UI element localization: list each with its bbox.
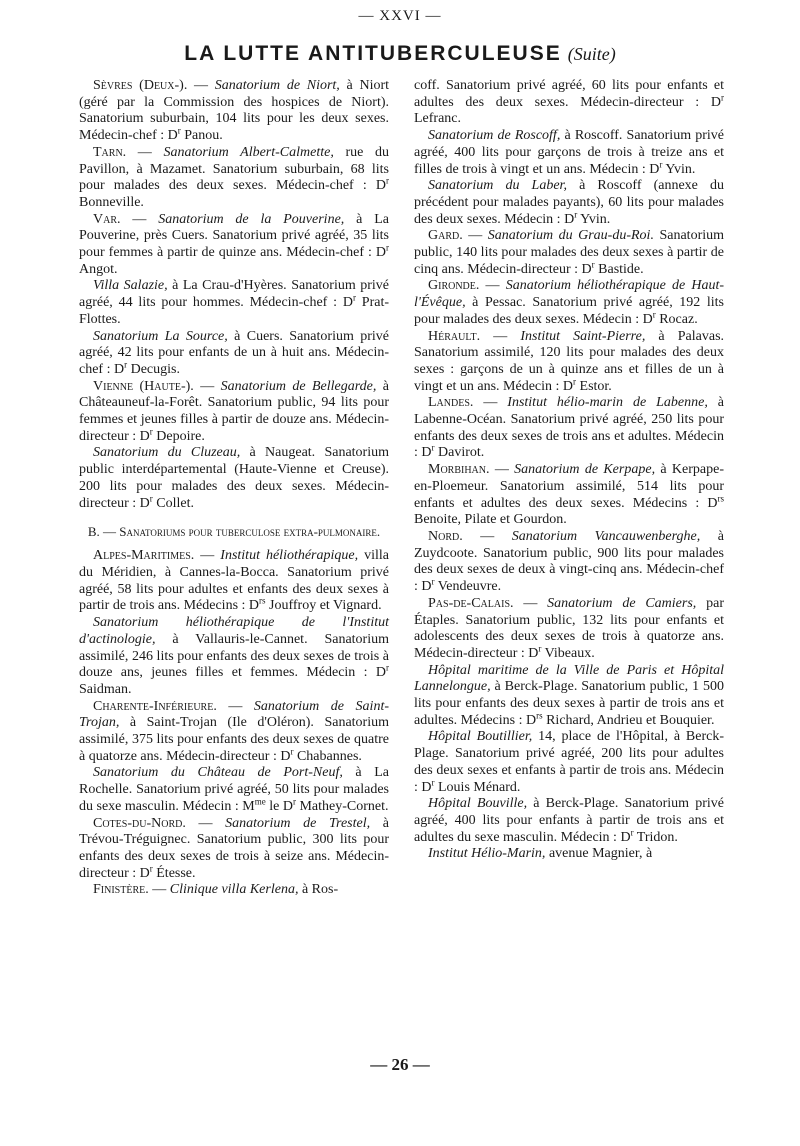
sanatorium-entry xyxy=(414,329,724,396)
entry-text: Collet. xyxy=(152,495,194,511)
entry-text: à Trévou-Tréguignec. Sanatorium public, 300 lits pour enfants des deux sexes de trois à seize ans. Médecin-directeur : D xyxy=(79,815,389,881)
title-superscript: me xyxy=(254,796,266,807)
entry-text: — xyxy=(473,395,508,411)
title-suffix: (Suite) xyxy=(567,44,616,64)
entry-text: — xyxy=(120,211,159,227)
entry-text: Yvin. xyxy=(577,211,611,227)
title-main: LA LUTTE ANTITUBERCULEUSE xyxy=(184,42,562,65)
sanatorium-entry xyxy=(79,379,389,446)
institution-name: Clinique villa Kerlena, xyxy=(169,882,299,898)
title-superscript: r xyxy=(149,426,153,437)
title-superscript: r xyxy=(538,643,542,654)
institution-name: Sanatorium de Bellegarde, xyxy=(220,378,377,394)
institution-name: Sanatorium du Château de Port-Neuf, xyxy=(93,765,343,781)
sanatorium-entry xyxy=(79,78,389,145)
title-superscript: r xyxy=(574,208,578,219)
sanatorium-entry xyxy=(414,663,724,730)
section-heading: B. — Sanatoriums pour tuberculose extra-pulmonaire. xyxy=(87,524,381,540)
sanatorium-entry xyxy=(79,615,389,699)
sanatorium-entry xyxy=(414,729,724,796)
entry-text: — xyxy=(462,228,488,244)
department-name: Gard. xyxy=(428,228,463,244)
entry-text: Rocaz. xyxy=(655,311,698,327)
institution-name: Institut héliothérapique, xyxy=(220,548,359,564)
title-superscript: r xyxy=(386,175,389,186)
entry-text: Decugis. xyxy=(127,361,180,377)
entry-text: — xyxy=(480,328,521,344)
entry-text: Benoite, Pilate et Gourdon. xyxy=(414,512,567,528)
title-superscript: r xyxy=(124,359,128,370)
title-superscript: rs xyxy=(259,595,266,606)
department-name: Sèvres (Deux-). xyxy=(93,78,188,93)
institution-name: Sanatorium du Cluzeau, xyxy=(93,445,241,461)
entry-text: à Roscoff (annexe du précédent pour malades payants), 60 lits pour malades des deux sexes. Médecin : D xyxy=(414,178,725,227)
entry-text: Saidman. xyxy=(79,681,132,697)
entry-text: à Ros- xyxy=(298,882,339,898)
entry-text: — xyxy=(513,595,548,611)
entry-text: à Zuydcoote. Sanatorium public, 900 lits pour malades des deux sexes de deux à vingt-cinq ans. Médecin-chef : D xyxy=(414,528,724,595)
sanatorium-entry xyxy=(79,548,389,615)
sanatorium-entry xyxy=(414,128,724,178)
page-title xyxy=(0,42,800,66)
entry-text: Mathey-Cornet. xyxy=(295,798,389,814)
department-name: Pas-de-Calais. xyxy=(428,595,514,611)
institution-name: Institut hélio-marin de Labenne, xyxy=(507,395,708,411)
entry-text: Vibeaux. xyxy=(541,645,595,661)
sanatorium-entry xyxy=(79,445,389,512)
entry-text: — xyxy=(148,882,170,898)
sanatorium-entry xyxy=(79,699,389,766)
institution-name: Hôpital Bouville, xyxy=(428,796,528,812)
sanatorium-entry xyxy=(79,212,389,279)
entry-text: Yvin. xyxy=(662,161,696,177)
institution-name: Sanatorium de Roscoff, xyxy=(428,128,561,144)
entry-text: Estor. xyxy=(576,378,612,394)
institution-name: Sanatorium de la Pouverine, xyxy=(158,211,345,227)
right-column xyxy=(414,78,724,863)
title-superscript: r xyxy=(721,92,724,103)
entry-text: Panou. xyxy=(180,128,223,144)
department-name: Finistère. xyxy=(93,882,149,898)
entry-text: Jouffroy et Vignard. xyxy=(265,598,382,614)
entry-text: à Kerpape-en-Ploemeur. Sanatorium assimilé, 514 lits pour enfants et adultes des deux sexes. Médecins : D xyxy=(414,462,724,511)
institution-name: Sanatorium de Camiers, xyxy=(547,595,697,611)
entry-text: — xyxy=(462,528,512,544)
entry-text: à La Crau-d'Hyères. Sanatorium privé agréé, 44 lits pour hommes. Médecin-chef : D xyxy=(79,278,390,311)
institution-name: Sanatorium héliothérapique de l'Institut d'actinologie, xyxy=(79,615,389,647)
entry-text: à Pessac. Sanatorium privé agréé, 192 lits pour malades des deux sexes. Médecin : D xyxy=(414,295,724,327)
institution-name: Sanatorium de Saint-Trojan, xyxy=(79,698,390,731)
department-name: Vienne (Haute-). xyxy=(93,378,194,394)
title-superscript: r xyxy=(591,259,595,270)
entry-text: villa du Méridien, à Cannes-la-Bocca. Sanatorium privé agréé, 58 lits pour adultes et enfants des deux sexes à partir de trois ans. Médecins : D xyxy=(79,548,390,614)
entry-text: à Roscoff. Sanatorium privé agréé, 400 lits pour garçons de trois à treize ans et filles de trois à vingt et un ans. Médecin : D xyxy=(414,128,724,177)
entry-text: Bastide. xyxy=(594,261,644,277)
entry-text: Louis Ménard. xyxy=(434,779,521,795)
title-superscript: r xyxy=(386,242,389,253)
title-superscript: r xyxy=(352,292,356,303)
entry-text: Richard, Andrieu et Bouquier. xyxy=(542,712,715,728)
sanatorium-entry xyxy=(79,278,389,328)
title-superscript: r xyxy=(149,862,153,873)
entry-text: rue du Pavillon, à Mazamet. Sanatorium suburbain, 68 lits pour malades des deux sexes. Médecin-chef : D xyxy=(79,144,389,194)
entry-text: à Châteauneuf-la-Forêt. Sanatorium public, 94 lits pour femmes et jeunes filles à partir de douze ans. Médecin-directeur : D xyxy=(79,378,390,444)
entry-text: coff. Sanatorium privé agréé, 60 lits pour enfants et adultes des deux sexes. Médecin-directeur : D xyxy=(414,78,724,110)
entry-text: — xyxy=(193,378,221,394)
roman-page-number: — XXVI — xyxy=(358,8,442,24)
title-superscript: r xyxy=(386,662,389,673)
entry-text: Davirot. xyxy=(434,445,485,461)
sanatorium-entry xyxy=(414,278,724,328)
department-name: Landes. xyxy=(428,395,474,411)
entry-text: Angot. xyxy=(79,261,118,277)
institution-name: Sanatorium Vancauwenberghe, xyxy=(511,528,701,544)
institution-name: Villa Salazie, xyxy=(93,278,168,294)
entry-text: à Berck-Plage. Sanatorium privé agréé, 400 lits pour enfants à partir de trois ans et adultes du sexe masculin. Médecin : D xyxy=(414,796,725,845)
department-name: Alpes-Maritimes. xyxy=(93,548,195,564)
sanatorium-entry xyxy=(414,395,724,462)
entry-text: à Saint-Trojan (Ile d'Oléron). Sanatorium assimilé, 375 lits pour enfants des deux sexes de quatre à quatorze ans. Médecin-directeur : D xyxy=(79,715,389,764)
entry-text: à Palavas. Sanatorium assimilé, 120 lits pour malades des deux sexes : garçons de un à quinze ans et filles de un à vingt et un ans. Médecin : D xyxy=(414,328,725,394)
institution-name: Sanatorium héliothérapique de Haut-l'Évêque, xyxy=(414,278,724,311)
entry-text: à Labenne-Océan. Sanatorium privé agréé, 250 lits pour enfants des deux sexes de trois ans et adultes. Médecin : D xyxy=(414,395,725,461)
entry-text: Vendeuvre. xyxy=(434,579,502,595)
entry-text: le D xyxy=(265,798,293,814)
department-name: Var. xyxy=(93,211,121,227)
entry-text: avenue Magnier, à xyxy=(545,846,653,862)
sanatorium-entry xyxy=(79,145,389,212)
institution-name: Sanatorium de Kerpape, xyxy=(514,462,656,478)
sanatorium-entry xyxy=(79,329,389,379)
title-superscript: r xyxy=(177,125,181,136)
sanatorium-entry xyxy=(414,78,724,128)
entry-text: à Vallauris-le-Cannet. Sanatorium assimilé, 246 lits pour enfants des deux sexes de trois à douze ans, jeunes filles et femmes. Médecin : D xyxy=(79,631,389,681)
department-name: Tarn. xyxy=(93,144,127,160)
department-name: Charente-Inférieure. xyxy=(93,698,217,714)
entry-text: — xyxy=(489,462,515,478)
entry-text: à Cuers. Sanatorium privé agréé, 42 lits pour enfants de un à huit ans. Médecin-chef : D xyxy=(79,328,390,377)
sanatorium-entry xyxy=(79,765,389,815)
department-name: Gironde. xyxy=(428,278,480,294)
entry-text: — xyxy=(126,144,164,160)
entry-text: Depoire. xyxy=(152,428,205,444)
institution-name: Sanatorium Albert-Calmette, xyxy=(163,144,334,160)
title-superscript: r xyxy=(652,309,656,320)
title-superscript: r xyxy=(659,158,663,169)
sanatorium-entry xyxy=(414,178,724,228)
entry-text: à Naugeat. Sanatorium public interdépartemental (Haute-Vienne et Creuse). 200 lits pour malades des deux sexes. Médecin-directeur : D xyxy=(79,445,389,511)
entry-text: — xyxy=(479,278,506,294)
institution-name: Sanatorium de Niort, xyxy=(214,78,340,93)
sanatorium-entry xyxy=(79,816,389,883)
title-superscript: r xyxy=(290,746,294,757)
entry-text: à Niort (géré par la Commission des hospices de Niort). Sanatorium suburbain, 104 lits pour les deux sexes. Médecin-chef : D xyxy=(79,78,390,144)
institution-name: Sanatorium du Grau-du-Roi. xyxy=(487,228,654,244)
entry-text: à La Rochelle. Sanatorium privé agréé, 50 lits pour malades du sexe masculin. Médecin : M xyxy=(79,765,389,814)
title-superscript: r xyxy=(149,492,153,503)
entry-text: Tridon. xyxy=(633,829,678,845)
institution-name: Institut Hélio-Marin, xyxy=(428,846,546,862)
title-superscript: r xyxy=(431,776,435,787)
title-superscript: rs xyxy=(536,710,543,721)
entry-text: — xyxy=(187,78,215,93)
entry-text: par Étaples. Sanatorium public, 132 lits pour enfants et adolescents des deux sexes de trois à quatorze ans. Médecin-directeur : D xyxy=(414,595,724,661)
entry-text: Chabannes. xyxy=(293,748,362,764)
institution-name: Institut Saint-Pierre, xyxy=(520,328,646,344)
entry-text: 14, place de l'Hôpital, à Berck-Plage. Sanatorium privé agréé, 200 lits pour adultes des deux sexes et enfants à partir de trois ans. Médecin : D xyxy=(414,729,724,795)
title-superscript: rs xyxy=(717,492,724,503)
title-superscript: r xyxy=(573,376,577,386)
entry-text: Étesse. xyxy=(152,865,196,881)
sanatorium-entry xyxy=(414,462,724,529)
department-name: Morbihan. xyxy=(428,462,490,478)
title-superscript: r xyxy=(431,576,435,587)
institution-name: Sanatorium du Laber, xyxy=(428,178,567,194)
entry-text: — xyxy=(185,815,226,831)
department-name: Hérault. xyxy=(428,328,481,344)
entry-text: Lefranc. xyxy=(414,111,462,127)
entry-text: — xyxy=(194,548,221,564)
sanatorium-entry xyxy=(414,596,724,663)
entry-text: Bonneville. xyxy=(79,194,144,210)
institution-name: Sanatorium La Source, xyxy=(93,328,228,344)
department-name: Nord. xyxy=(428,528,463,544)
department-name: Cotes-du-Nord. xyxy=(93,815,186,831)
entry-text: Prat-Flottes. xyxy=(79,295,389,327)
page-number: — 26 — xyxy=(370,1055,430,1074)
sanatorium-entry xyxy=(414,796,724,846)
institution-name: Sanatorium de Trestel, xyxy=(225,815,371,831)
entry-text: Sanatorium public, 140 lits pour malades des deux sexes à partir de cinq ans. Médecin-directeur : D xyxy=(414,228,725,277)
sanatorium-entry xyxy=(414,228,724,278)
entry-text: à La Pouverine, près Cuers. Sanatorium privé agréé, 35 lits pour femmes à partir de quinze ans. Médecin-chef : D xyxy=(79,211,389,261)
sanatorium-entry xyxy=(79,882,389,899)
title-superscript: r xyxy=(431,442,435,453)
title-superscript: r xyxy=(630,826,634,837)
sanatorium-entry xyxy=(414,529,724,596)
institution-name: Hôpital maritime de la Ville de Paris et Hôpital Lannelongue, xyxy=(414,662,724,695)
entry-text: à Berck-Plage. Sanatorium public, 1 500 lits pour enfants des deux sexes à partir de trois ans et adultes. Médecins : D xyxy=(414,679,724,728)
entry-text: — xyxy=(216,698,254,714)
sanatorium-entry xyxy=(414,846,724,863)
institution-name: Hôpital Boutillier, xyxy=(428,729,533,745)
title-superscript: r xyxy=(292,796,296,807)
left-column xyxy=(79,78,389,899)
